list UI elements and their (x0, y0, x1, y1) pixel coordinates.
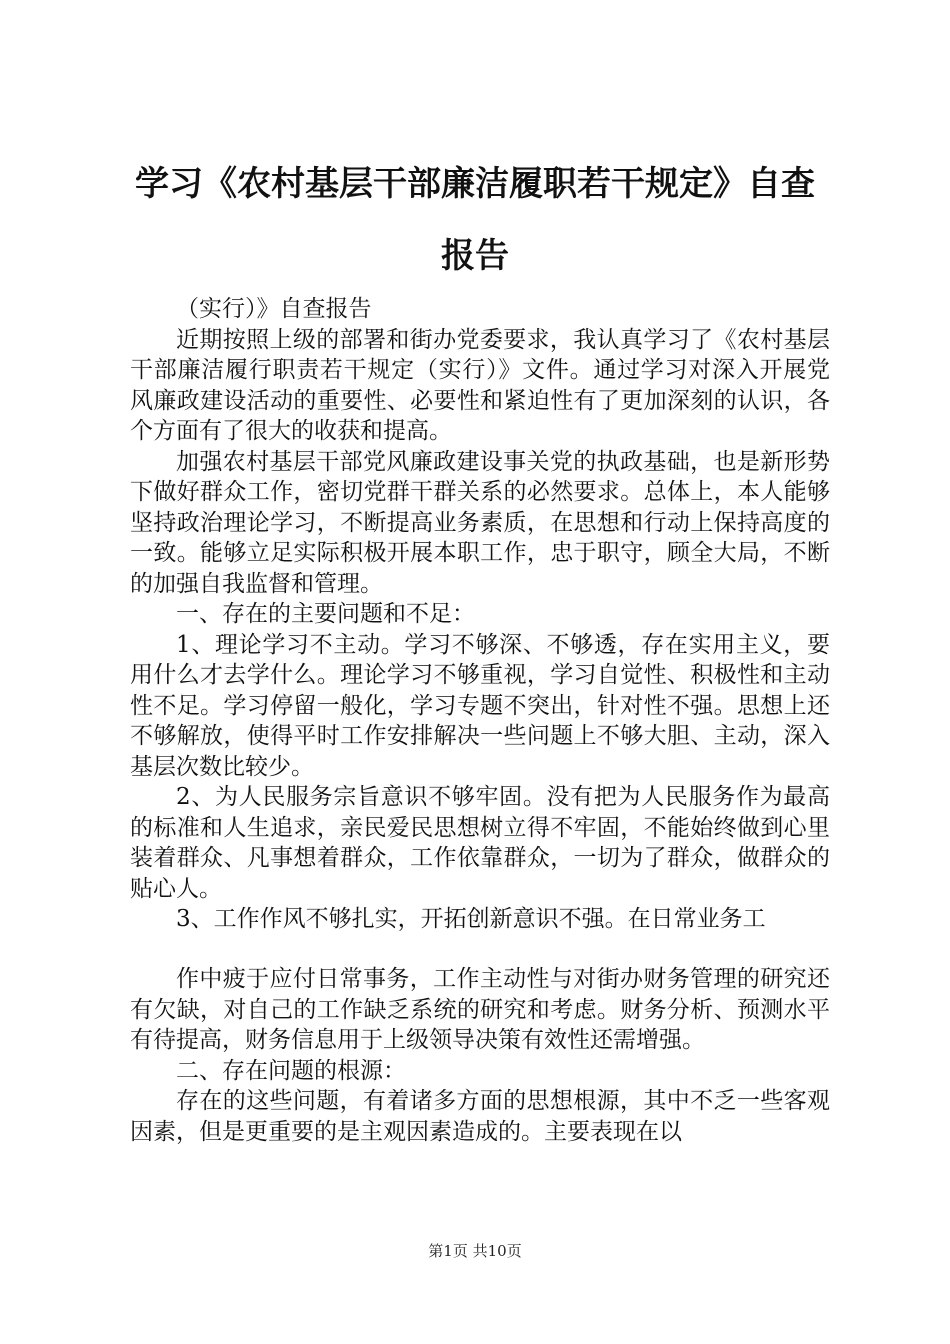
document-title (110, 148, 840, 292)
section-heading: 二、存在问题的根源： (176, 1057, 406, 1084)
paragraph: 作中疲于应付日常事务，工作主动性与对街办财务管理的研究还有欠缺，对自己的工作缺乏系统的研究和考虑。财务分析、预测水平有待提高，财务信息用于上级领导决策有效性还需增强。 (130, 966, 830, 1053)
title-line-1: 学习《农村基层干部廉洁履职若干规定》自查 (135, 164, 815, 204)
paragraph: （实行）》自查报告 (176, 296, 372, 322)
paragraph: 近期按照上级的部署和街办党委要求，我认真学习了《农村基层干部廉洁履行职责若干规定（实行）》文件。通过学习对深入开展党风廉政建设活动的重要性、必要性和紧迫性有了更加深刻的认识，各个方面有了很大的收获和提高。 (130, 326, 830, 444)
paragraph: 加强农村基层干部党风廉政建设事关党的执政基础，也是新形势下做好群众工作，密切党群干群关系的必然要求。总体上，本人能够坚持政治理论学习，不断提高业务素质，在思想和行动上保持高度的一致。能够立足实际积极开展本职工作，忠于职守，顾全大局，不断的加强自我监督和管理。 (130, 448, 830, 597)
paragraph: 2、为人民服务宗旨意识不够牢固。没有把为人民服务作为最高的标准和人生追求，亲民爱民思想树立得不牢固，不能始终做到心里装着群众、凡事想着群众，工作依靠群众，一切为了群众，做群众的贴心人。 (130, 784, 830, 902)
paragraph: 1、理论学习不主动。学习不够深、不够透，存在实用主义，要用什么才去学什么。理论学习不够重视，学习自觉性、积极性和主动性不足。学习停留一般化，学习专题不突出，针对性不强。思想上还不够解放，使得平时工作安排解决一些问题上不够大胆、主动，深入基层次数比较少。 (130, 631, 830, 780)
section-heading: 一、存在的主要问题和不足： (176, 601, 475, 627)
paragraph: 存在的这些问题，有着诸多方面的思想根源，其中不乏一些客观因素，但是更重要的是主观因素造成的。主要表现在以 (130, 1088, 830, 1145)
page-number-footer: 第1页 共10页 (428, 1242, 522, 1260)
paragraph: 3、工作作风不够扎实，开拓创新意识不强。在日常业务工 (176, 906, 766, 932)
body-text-top (130, 294, 830, 935)
title-line-2: 报告 (441, 236, 509, 276)
body-text-bottom (130, 964, 830, 1147)
